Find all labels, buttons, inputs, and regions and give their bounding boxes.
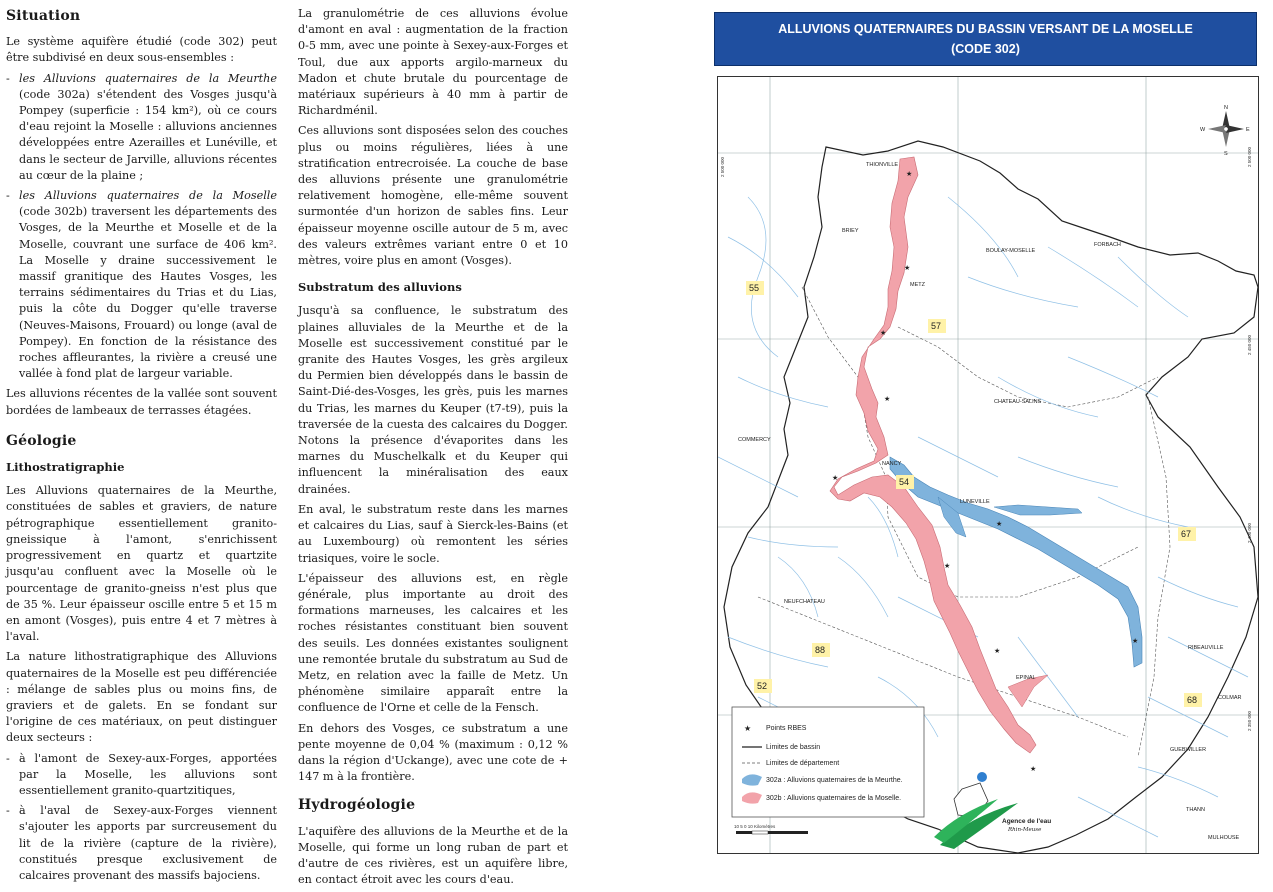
town-label: THANN	[1186, 807, 1205, 813]
svg-text:★: ★	[944, 562, 951, 570]
moselle-alluvium-302b	[830, 157, 1036, 753]
paragraph-litho-1: Les Alluvions quaternaires de la Meurthe, constituées de sables et graviers, de nature pétrographique essentiellement granito-gneissique à l'amont, s'enrichissent progressivement en quartz et quartzite jusqu'au confluent avec la Moselle où le pourcentage de granito-gneiss n'est plus que de 35 %. Leur épaisseur oscille entre 5 et 15 m en amont (Vosges), puis entre 4 et 7 mètres à l'aval.	[6, 484, 277, 644]
compass-label: N	[1224, 105, 1228, 111]
town-label: RIBEAUVILLE	[1188, 645, 1224, 651]
scale-label: 10 5 0 10 Kilomètres	[734, 824, 776, 829]
map-panel	[714, 12, 1259, 854]
sector-list	[6, 751, 277, 885]
svg-text:★: ★	[996, 520, 1003, 528]
svg-text:★: ★	[1132, 637, 1139, 645]
map-frame	[717, 76, 1259, 854]
dept-label: 57	[931, 321, 942, 331]
svg-text:★: ★	[884, 395, 891, 403]
logo-text-line1: Agence de l'eau	[1002, 818, 1052, 825]
compass-label: S	[1224, 151, 1228, 157]
svg-text:★: ★	[880, 329, 887, 337]
meurthe-alluvium-branch	[994, 505, 1082, 515]
svg-text:★: ★	[994, 647, 1001, 655]
dept-label: 67	[1181, 529, 1192, 539]
svg-text:★: ★	[744, 724, 752, 733]
svg-text:★: ★	[904, 264, 911, 272]
town-label: NEUFCHATEAU	[784, 599, 825, 605]
paragraph-substratum-3: L'épaisseur des alluvions est, en règle générale, plus importante au droit des formations marneuses, les calcaires et les roches résistantes constituant bien souvent des seuils. Les données existantes soulignent une remontée brutale du substratum au Sud de Metz, en relation avec la faille de Metz. Un phénomène similaire apparaît entre la confluence de l'Orne et celle de la Fensch.	[298, 571, 568, 715]
list-item-text: (code 302b) traversent les départements des Vosges, de la Meurthe et Moselle et de la Moselle, couvrant une surface de 406 km². La Moselle y draine successivement le massif granitique des Hautes Vosges, les terrains sédimentaires du Trias et du Lias, puis la côte du Dogger qu'elle traverse (Neuves-Maisons, Frouard) ou longe (aval de Pompey). En fonction de la résistance des roches affleurantes, la rivière a creusé une vallée à fond plat de largeur variable.	[19, 205, 277, 381]
heading-lithostratigraphie: Lithostratigraphie	[6, 460, 125, 475]
legend-302a: 302a : Alluvions quaternaires de la Meurthe.	[766, 777, 903, 784]
legend-bassin: Limites de bassin	[766, 744, 821, 751]
map-title	[714, 12, 1257, 66]
text-column-middle	[298, 6, 568, 892]
svg-text:2 500 000: 2 500 000	[1247, 146, 1252, 167]
paragraph-recent: Les alluvions récentes de la vallée sont souvent bordées de lambeaux de terrasses étagées.	[6, 387, 277, 417]
svg-text:★: ★	[832, 474, 839, 482]
paragraph-hydro: L'aquifère des alluvions de la Meurthe et de la Moselle, qui forme un long ruban de part et d'autre de ces rivières, est un aquifère libre, en contact étroit avec les cours d'eau.	[298, 824, 568, 887]
paragraph-substratum-2: En aval, le substratum reste dans les marnes et calcaires du Lias, sauf à Sierck-les-Bains (et au Luxembourg) où remontent les séries triasiques, voire le socle.	[298, 502, 568, 565]
town-label: BOULAY-MOSELLE	[986, 248, 1036, 254]
town-label: MULHOUSE	[1208, 835, 1240, 841]
subset-list	[6, 71, 277, 383]
svg-text:★: ★	[906, 170, 913, 178]
paragraph-litho-2: La nature lithostratigraphique des Alluvions quaternaires de la Moselle est peu différenciée : mélange de sables plus ou moins fins, de graviers et de galets. En se fondant sur l'origine de ces matériaux, on peut distinguer deux secteurs :	[6, 650, 277, 745]
town-label: FORBACH	[1094, 242, 1121, 248]
list-item-title: les Alluvions quaternaires de la Moselle	[19, 189, 277, 203]
legend-302b: 302b : Alluvions quaternaires de la Moselle.	[766, 795, 902, 802]
dept-label: 55	[749, 283, 760, 293]
grid-coordinates	[720, 146, 1252, 731]
scale-bar	[734, 824, 808, 834]
svg-text:2 400 000: 2 400 000	[1247, 522, 1252, 543]
heading-situation: Situation	[6, 8, 81, 24]
compass-label: W	[1200, 127, 1206, 133]
town-label: EPINAL	[1016, 675, 1036, 681]
svg-text:2 500 000: 2 500 000	[720, 156, 725, 177]
list-item-text: (code 302a) s'étendent des Vosges jusqu'à Pompey (superficie : 154 km²), où ce cours d'eau rejoint la Moselle : alluvions anciennes développées entre Azerailles et Lunéville, et dans le secteur de Jarville, alluvions récentes au cœur de la plaine ;	[19, 87, 277, 182]
paragraph-substratum-1: Jusqu'à sa confluence, le substratum des plaines alluviales de la Meurthe et de la Moselle est successivement constitué par le granite des Hautes Vosges, les grès argileux du Permien bien développés dans le bassin de Saint-Dié-des-Vosges, les grès, puis les marnes du Trias, les marnes du Keuper (t7-t9), puis la traversée de la cuesta des calcaires du Dogger. Notons la présence d'évaporites dans les marnes du Muschelkalk et du Keuper qui influencent la minéralisation des eaux drainées.	[298, 304, 568, 496]
list-item-title: les Alluvions quaternaires de la Meurthe	[19, 71, 277, 85]
logo-text-line2: Rhin-Meuse	[1008, 827, 1042, 833]
compass-label: E	[1246, 127, 1250, 133]
heading-geologie: Géologie	[6, 432, 77, 449]
heading-hydrogeologie: Hydrogéologie	[298, 797, 416, 814]
map-legend	[732, 707, 924, 817]
compass-rose-icon	[1200, 105, 1250, 157]
town-label: GUEBWILLER	[1170, 747, 1207, 753]
heading-substratum: Substratum des alluvions	[298, 280, 462, 295]
svg-text:★: ★	[1030, 765, 1037, 773]
paragraph-couches: Ces alluvions sont disposées selon des couches plus ou moins régulières, liées à une stratification entrecroisée. La couche de base des alluvions présente une granulométrie relativement homogène, elle-même souvent surmontée d'un horizon de sables fins. Leur épaisseur moyenne oscille autour de 5 m, avec des valeurs extrêmes variant entre 0 et 10 mètres, voire plus en amont (Vosges).	[298, 124, 568, 268]
legend-departement: Limites de département	[766, 760, 840, 767]
paragraph-substratum-4: En dehors des Vosges, ce substratum a une pente moyenne de 0,04 % (maximum : 0,12 % dans la région d'Uckange), avec une cote de + 147 m à la frontière.	[298, 721, 568, 784]
dept-label: 88	[815, 645, 826, 655]
svg-text:2 350 000: 2 350 000	[1247, 710, 1252, 731]
text-column-left	[6, 6, 277, 888]
town-label: CHATEAU-SALINS	[994, 399, 1042, 405]
map-title-line-1: ALLUVIONS QUATERNAIRES DU BASSIN VERSANT DE LA MOSELLE	[778, 22, 1193, 36]
legend-points: Points RBES	[766, 725, 807, 732]
town-label: NANCY	[882, 461, 902, 467]
dept-label: 54	[899, 477, 910, 487]
town-label: METZ	[910, 282, 925, 288]
paragraph-intro: Le système aquifère étudié (code 302) peut être subdivisé en deux sous-ensembles :	[6, 35, 277, 65]
town-label: THIONVILLE	[866, 162, 899, 168]
dept-label: 68	[1187, 695, 1198, 705]
dept-label: 52	[757, 681, 768, 691]
list-item	[6, 188, 277, 382]
department-limits	[758, 287, 1170, 757]
agence-logo	[934, 772, 1051, 849]
map-title-line-2: (CODE 302)	[951, 42, 1020, 56]
town-label: COLMAR	[1218, 695, 1242, 701]
svg-text:2 450 000: 2 450 000	[1247, 334, 1252, 355]
town-label: BRIEY	[842, 228, 859, 234]
paragraph-granulometrie: La granulométrie de ces alluvions évolue d'amont en aval : augmentation de la fraction 0-5 mm, avec une pointe à Sexey-aux-Forges et Toul, due aux apports argilo-marneux du Madon et chute brutale du pourcentage de matériaux supérieurs à 40 mm à partir de Richardménil.	[298, 7, 568, 118]
town-label: LUNEVILLE	[960, 499, 990, 505]
list-item: - à l'aval de Sexey-aux-Forges viennent s'ajouter les apports par surcreusement du lit de la rivière (capture de la rivière), constitués presque exclusivement de calcaires provenant des massifs bajociens.	[6, 803, 277, 884]
list-item: - à l'amont de Sexey-aux-Forges, apportées par la Moselle, les alluvions sont essentiellement granito-quartzitiques,	[6, 751, 277, 800]
list-item	[6, 71, 277, 184]
map-svg	[718, 77, 1258, 853]
town-label: COMMERCY	[738, 437, 771, 443]
